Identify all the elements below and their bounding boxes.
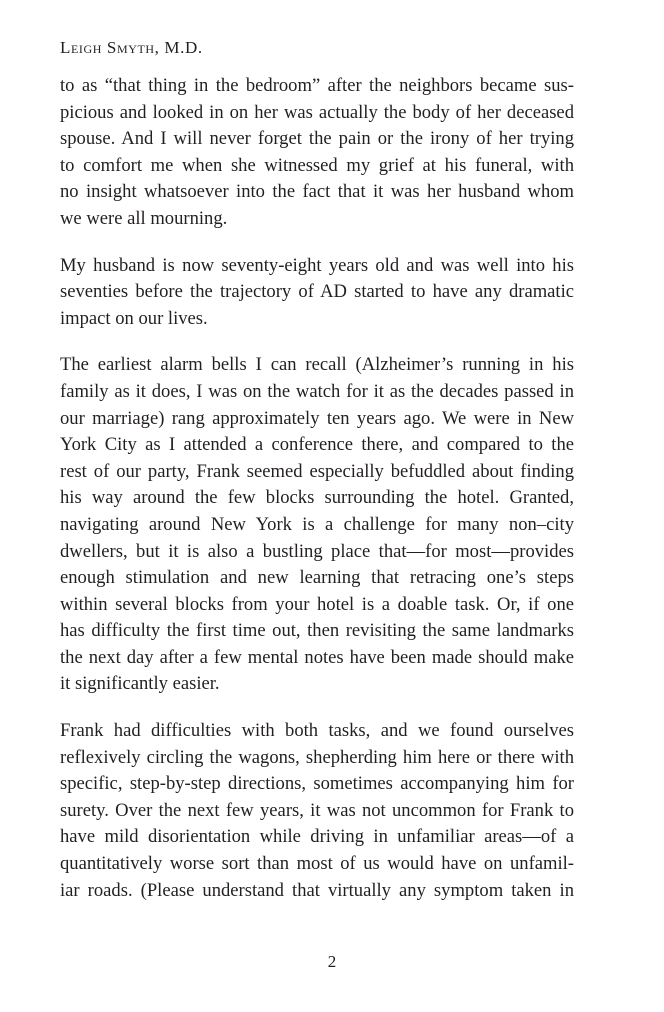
text-line: surety. Over the next few years, it was not uncommon for Frank to [60,799,574,821]
body-text [60,73,574,924]
running-head: Leigh Smyth, M.D. [60,38,203,57]
text-line: have mild disorientation while driving in unfamiliar areas—of a [60,826,574,848]
text-line: it significantly easier. [60,673,220,695]
text-line: reflexively circling the wagons, shepherding him here or there with [60,746,574,768]
text-line: to as “that thing in the bedroom” after the neighbors became sus- [60,75,574,96]
text-line: our marriage) rang approximately ten years ago. We were in New [60,407,574,429]
text-line: enough stimulation and new learning that retracing one’s steps [60,567,574,589]
paragraph-3 [60,352,574,698]
page-number: 2 [327,952,337,971]
text-line: Frank had difficulties with both tasks, and we found ourselves [60,720,574,742]
text-line: has difficulty the first time out, then revisiting the same landmarks [60,620,574,642]
text-line: no insight whatsoever into the fact that it was her husband whom [60,181,574,203]
text-line: seventies before the trajectory of AD started to have any dramatic [60,281,574,303]
text-line: dwellers, but it is also a bustling place that—for most—provides [60,540,574,562]
text-line: within several blocks from your hotel is a doable task. Or, if one [60,593,574,615]
text-line: specific, step-by-step directions, sometimes accompanying him for [60,773,574,795]
text-line: My husband is now seventy-eight years old and was well into his [60,254,574,276]
text-line: we were all mourning. [60,207,228,229]
text-line: impact on our lives. [60,307,208,329]
paragraph-4 [60,718,574,904]
paragraph-2 [60,253,574,333]
text-line: family as it does, I was on the watch for it as the decades passed in [60,380,574,402]
text-line: the next day after a few mental notes have been made should make [60,646,574,668]
text-line: quantitatively worse sort than most of us would have on unfamil- [60,853,574,875]
text-line: his way around the few blocks surrounding the hotel. Granted, [60,487,574,509]
paragraph-1 [60,73,574,233]
text-line: rest of our party, Frank seemed especially befuddled about finding [60,460,574,482]
text-line: The earliest alarm bells I can recall (Alzheimer’s running in his [60,354,574,376]
text-line: to comfort me when she witnessed my grief at his funeral, with [60,154,574,176]
text-line: picious and looked in on her was actually the body of her deceased [60,101,574,123]
text-line: navigating around New York is a challenge for many non–city [60,513,574,535]
text-line: spouse. And I will never forget the pain or the irony of her trying [60,128,574,150]
text-line: York City as I attended a conference there, and compared to the [60,434,574,456]
text-line: iar roads. (Please understand that virtually any symptom taken in [60,879,574,901]
